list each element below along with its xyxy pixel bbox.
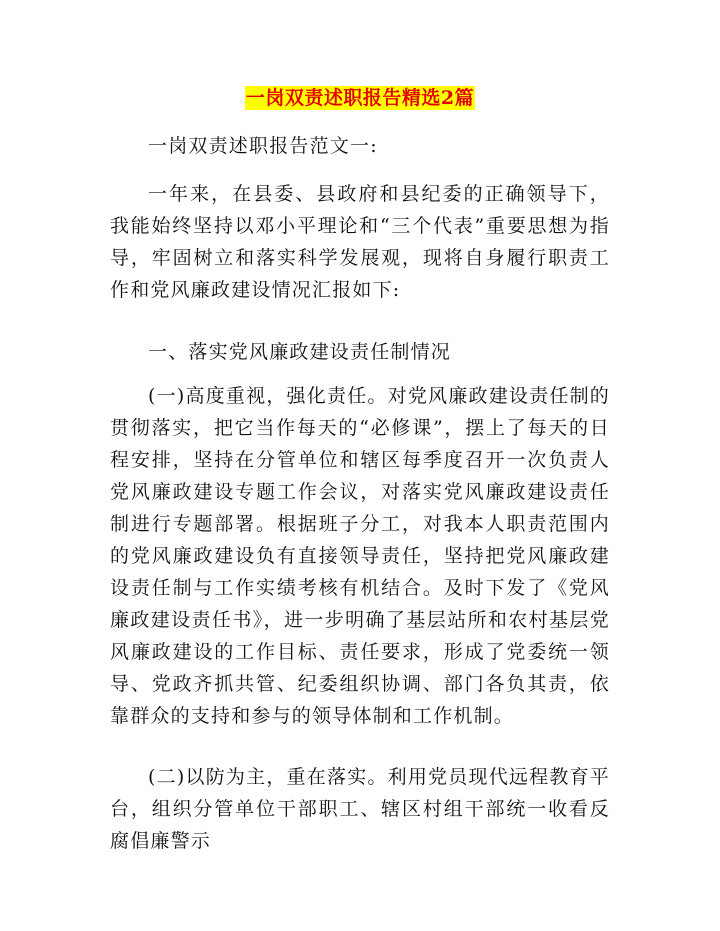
subsection-paragraph-2: (二)以防为主，重在落实。利用党员现代远程教育平台，组织分管单位干部职工、辖区村组干部统一收看反腐倡廉警示 (110, 766, 610, 852)
title-container (0, 86, 720, 110)
document-title: 一岗双责述职报告精选2篇 (245, 87, 475, 109)
document-subtitle: 一岗双责述职报告范文一: (148, 135, 378, 157)
subsection-paragraph-1: (一)高度重视，强化责任。对党风廉政建设责任制的贯彻落实，把它当作每天的“必修课”，摆上了每天的日程安排，坚持在分管单位和辖区每季度召开一次负责人党风廉政建设专题工作会议，对落实党风廉政建设责任制进行专题部署。根据班子分工，对我本人职责范围内的党风廉政建设负有直接领导责任，坚持把党风廉政建设责任制与工作实绩考核有机结合。及时下发了《党风廉政建设责任书》，进一步明确了基层站所和农村基层党风廉政建设的工作目标、责任要求，形成了党委统一领导、党政齐抓共管、纪委组织协调、部门各负其责，依靠群众的支持和参与的领导体制和工作机制。 (110, 385, 610, 727)
intro-paragraph: 一年来，在县委、县政府和县纪委的正确领导下，我能始终坚持以邓小平理论和“三个代表”重要思想为指导，牢固树立和落实科学发展观，现将自身履行职责工作和党风廉政建设情况汇报如下: (110, 183, 610, 301)
section-heading: 一、落实党风廉政建设责任制情况 (148, 341, 452, 363)
